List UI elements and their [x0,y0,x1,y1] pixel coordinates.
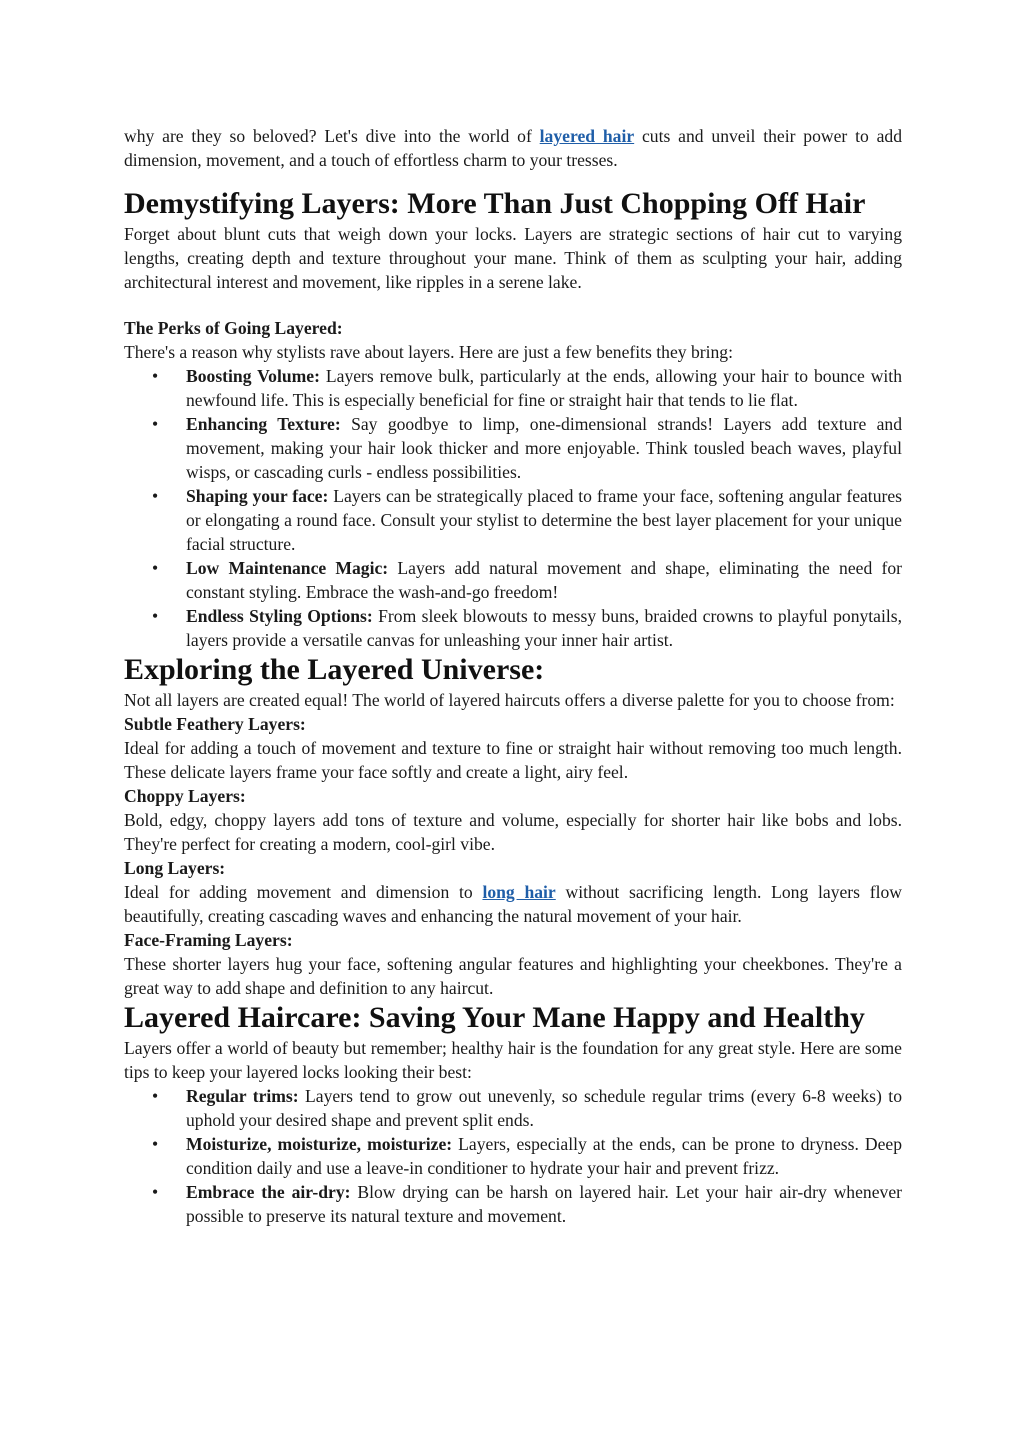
list-item: • Low Maintenance Magic: Layers add natural movement and shape, eliminating the need for constant styling. Embrace the wash-and-go freedom! [186,556,902,604]
section2-lead: Not all layers are created equal! The world of layered haircuts offers a diverse palette for you to choose from: [124,690,895,710]
type-paragraph: These shorter layers hug your face, softening angular features and highlighting your cheekbones. They're a great way to add shape and definition to any haircut. [124,954,902,998]
list-item: • Moisturize, moisturize, moisturize: Layers, especially at the ends, can be prone to dryness. Deep condition daily and use a leave-in conditioner to hydrate your hair and prevent frizz. [186,1132,902,1180]
long-hair-link[interactable]: long hair [482,882,556,902]
type-subheading: Face-Framing Layers: [124,930,293,950]
type-subheading: Subtle Feathery Layers: [124,714,306,734]
list-item: • Endless Styling Options: From sleek blowouts to messy buns, braided crowns to playful ponytails, layers provide a versatile canvas for unleashing your inner hair artist. [186,604,902,652]
type-subheading: Choppy Layers: [124,786,246,806]
type-paragraph: Ideal for adding a touch of movement and texture to fine or straight hair without removing too much length. These delicate layers frame your face softly and create a light, airy feel. [124,738,902,782]
document-page [124,124,902,1228]
list-item: • Embrace the air-dry: Blow drying can be harsh on layered hair. Let your hair air-dry whenever possible to preserve its natural texture and movement. [186,1180,902,1228]
section-heading-haircare: Layered Haircare: Saving Your Mane Happy and Healthy [124,1001,865,1034]
layered-hair-link[interactable]: layered hair [539,126,635,146]
list-item: • Enhancing Texture: Say goodbye to limp, one-dimensional strands! Layers add texture and movement, making your hair look thicker and more enjoyable. Think tousled beach waves, playful wisps, or cascading curls - endless possibilities. [186,412,902,484]
section3-lead: Layers offer a world of beauty but remember; healthy hair is the foundation for any great style. Here are some tips to keep your layered locks looking their best: [124,1038,902,1082]
type-paragraph: Bold, edgy, choppy layers add tons of texture and volume, especially for shorter hair like bobs and lobs. They're perfect for creating a modern, cool-girl vibe. [124,810,902,854]
type-subheading: Long Layers: [124,858,226,878]
perks-subheading: The Perks of Going Layered: [124,318,343,338]
type-paragraph: Ideal for adding movement and dimension to long hair without sacrificing length. Long layers flow beautifully, creating cascading waves and enhancing the natural movement of your hair. [124,882,903,926]
list-item: • Regular trims: Layers tend to grow out unevenly, so schedule regular trims (every 6-8 weeks) to uphold your desired shape and prevent split ends. [186,1084,902,1132]
list-item: • Shaping your face: Layers can be strategically placed to frame your face, softening angular features or elongating a round face. Consult your stylist to determine the best layer placement for your unique facial structure. [186,484,902,556]
section-heading-exploring: Exploring the Layered Universe: [124,653,545,686]
section-heading-demystifying: Demystifying Layers: More Than Just Chopping Off Hair [124,187,866,220]
intro-paragraph: why are they so beloved? Let's dive into the world of layered hair cuts and unveil their power to add dimension, movement, and a touch of effortless charm to your tresses. [124,126,902,170]
perks-lead: There's a reason why stylists rave about layers. Here are just a few benefits they bring: [124,342,733,362]
section1-paragraph: Forget about blunt cuts that weigh down your locks. Layers are strategic sections of hair cut to varying lengths, creating depth and texture throughout your mane. Think of them as sculpting your hair, adding architectural interest and movement, like ripples in a serene lake. [124,224,902,292]
haircare-list [124,1084,902,1228]
perks-list [124,364,902,652]
list-item: • Boosting Volume: Layers remove bulk, particularly at the ends, allowing your hair to bounce with newfound life. This is especially beneficial for fine or straight hair that tends to lie flat. [186,364,902,412]
